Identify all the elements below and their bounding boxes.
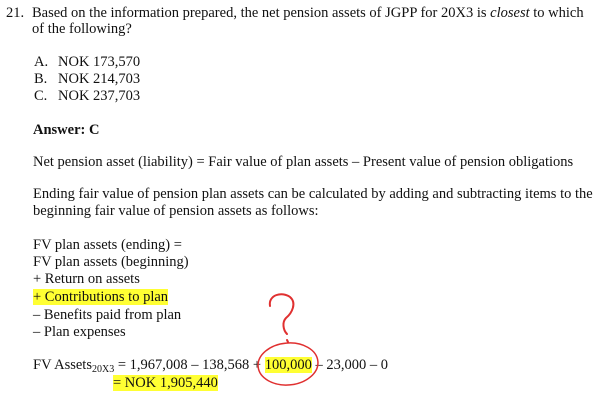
question-text-start: Based on the information prepared, the net pension assets of JGPP for 20X3 is [32, 5, 491, 21]
question-italic-word: closest [490, 5, 530, 21]
highlighted-contributions: + Contributions to plan [33, 289, 169, 305]
calc-part-1: = 1,967,008 – 138,568 + [114, 357, 265, 373]
item-contributions [33, 288, 168, 306]
question-text-line-2: of the following? [32, 21, 132, 37]
option-b-letter: B. [34, 71, 48, 87]
calc-label: FV Assets [33, 357, 92, 373]
question-mark-icon [270, 294, 294, 334]
item-return-on-assets: + Return on assets [33, 271, 140, 287]
option-a-text: NOK 173,570 [58, 54, 141, 70]
option-c-text: NOK 237,703 [58, 88, 141, 104]
question-mark-dot [287, 340, 288, 342]
item-fv-ending: FV plan assets (ending) = [33, 237, 182, 253]
calc-subscript: 20X3 [91, 364, 115, 375]
question-number: 21. [6, 5, 25, 21]
calc-part-2: – 23,000 – 0 [311, 357, 388, 373]
item-benefits-paid: – Benefits paid from plan [33, 307, 182, 323]
item-fv-beginning: FV plan assets (beginning) [33, 254, 189, 270]
explanation-line-1: Ending fair value of pension plan assets can be calculated by adding and subtracting items to the [33, 186, 593, 202]
question-text-end: to which [529, 5, 584, 21]
circled-value: 100,000 [264, 357, 312, 373]
option-c-letter: C. [34, 88, 48, 104]
calc-result-line [113, 374, 218, 392]
calc-result: = NOK 1,905,440 [113, 375, 218, 391]
item-plan-expenses: – Plan expenses [33, 324, 126, 340]
option-b-text: NOK 214,703 [58, 71, 141, 87]
answer-label: Answer: C [33, 122, 100, 138]
pension-formula: Net pension asset (liability) = Fair value of plan assets – Present value of pension obligations [33, 154, 574, 170]
option-a-letter: A. [34, 54, 49, 70]
explanation-line-2: beginning fair value of pension assets as follows: [33, 203, 319, 219]
